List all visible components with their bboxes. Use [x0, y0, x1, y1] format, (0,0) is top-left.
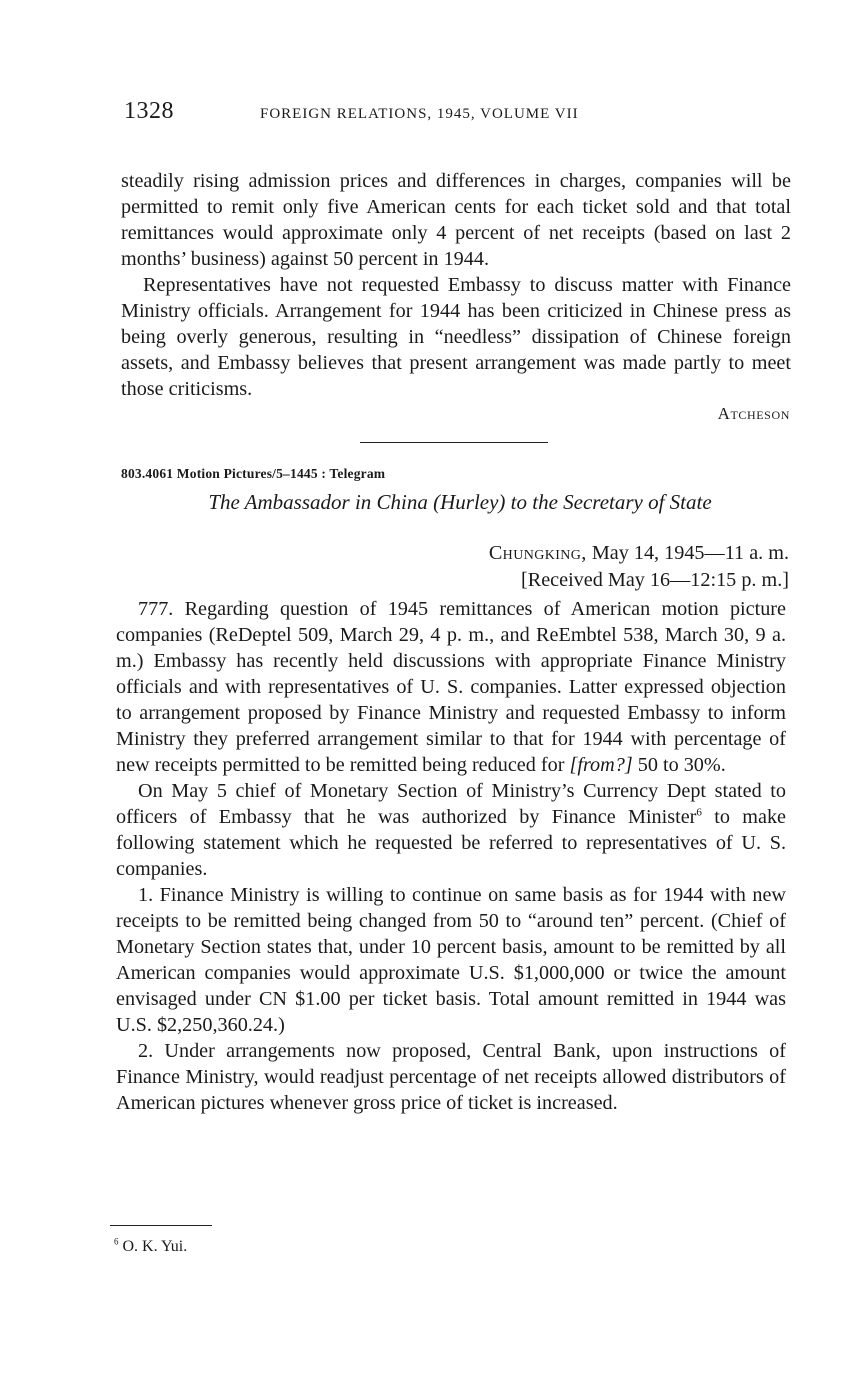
running-head: FOREIGN RELATIONS, 1945, VOLUME VII: [260, 106, 579, 122]
paragraph: [116, 596, 786, 778]
editorial-insertion: [from?]: [569, 754, 633, 776]
page-header: [124, 98, 744, 134]
footnote-text: O. K. Yui.: [122, 1238, 188, 1255]
signature: Atcheson: [717, 404, 790, 423]
dateline-sent: [489, 540, 789, 567]
footnote-mark: 6: [114, 1236, 119, 1247]
paragraph: 1. Finance Ministry is willing to continue on same basis as for 1944 with new receipts to be remitted being changed from 50 to “around ten” percent. (Chief of Monetary Section states that, under 10 percent basis, amount to be remitted by all American companies would approximate U.S. $1,000,000 or twice the amount envisaged under CN $1.00 per ticket basis. Total amount remitted in 1944 was U.S. $2,250,360.24.): [116, 884, 786, 1036]
footnote: [114, 1238, 187, 1256]
page-number: 1328: [124, 98, 174, 124]
paragraph-text: 777. Regarding question of 1945 remittances of American motion picture companies (ReDeptel 509, March 29, 4 p. m., and ReEmbtel 538, March 30, 9 a. m.) Embassy has recently held discussions with appropriate Finance Ministry officials and with representatives of U. S. companies. Latter expressed objection to arrangement proposed by Finance Ministry and requested Embassy to inform Ministry they preferred arrangement similar to that for 1944 with percentage of new receipts permitted to be remitted being reduced for: [116, 598, 786, 776]
paragraph: [116, 778, 786, 882]
paragraph: 2. Under arrangements now proposed, Central Bank, upon instructions of Finance Ministry, would readjust percentage of net receipts allowed distributors of American pictures whenever gross price of ticket is increased.: [116, 1040, 786, 1114]
paragraph-text: 50 to 30%.: [637, 754, 726, 776]
document-body: [116, 596, 786, 1116]
section-divider: [360, 442, 548, 443]
dateline-place: Chungking,: [488, 542, 587, 564]
dateline: [489, 540, 789, 594]
paragraph: steadily rising admission prices and differences in charges, companies will be permitted to remit only five American cents for each ticket sold and that total remittances would approximate only 4 percent of net receipts (based on last 2 months’ business) against 50 percent in 1944.: [121, 170, 791, 270]
footnote-reference: 6: [696, 806, 702, 819]
dateline-date: May 14, 1945—11 a. m.: [591, 542, 789, 564]
paragraph-text: On May 5 chief of Monetary Section of Ministry’s Currency Dept stated to officers of Embassy that he was authorized by Finance Minister: [116, 780, 786, 828]
file-reference: 803.4061 Motion Pictures/5–1445 : Telegram: [121, 466, 386, 481]
paragraph: Representatives have not requested Embassy to discuss matter with Finance Ministry officials. Arrangement for 1944 has been criticized in Chinese press as being overly generous, resulting in “needless” dissipation of Chinese foreign assets, and Embassy believes that present arrangement was made partly to meet those criticisms.: [121, 274, 791, 400]
previous-document-body: [121, 168, 791, 402]
dateline-received: [Received May 16—12:15 p. m.]: [521, 569, 789, 591]
document-title: The Ambassador in China (Hurley) to the Secretary of State: [208, 490, 712, 514]
footnote-divider: [110, 1225, 212, 1226]
paragraph-text: to make following statement which he requested be referred to representatives of U. S. companies.: [116, 806, 787, 880]
